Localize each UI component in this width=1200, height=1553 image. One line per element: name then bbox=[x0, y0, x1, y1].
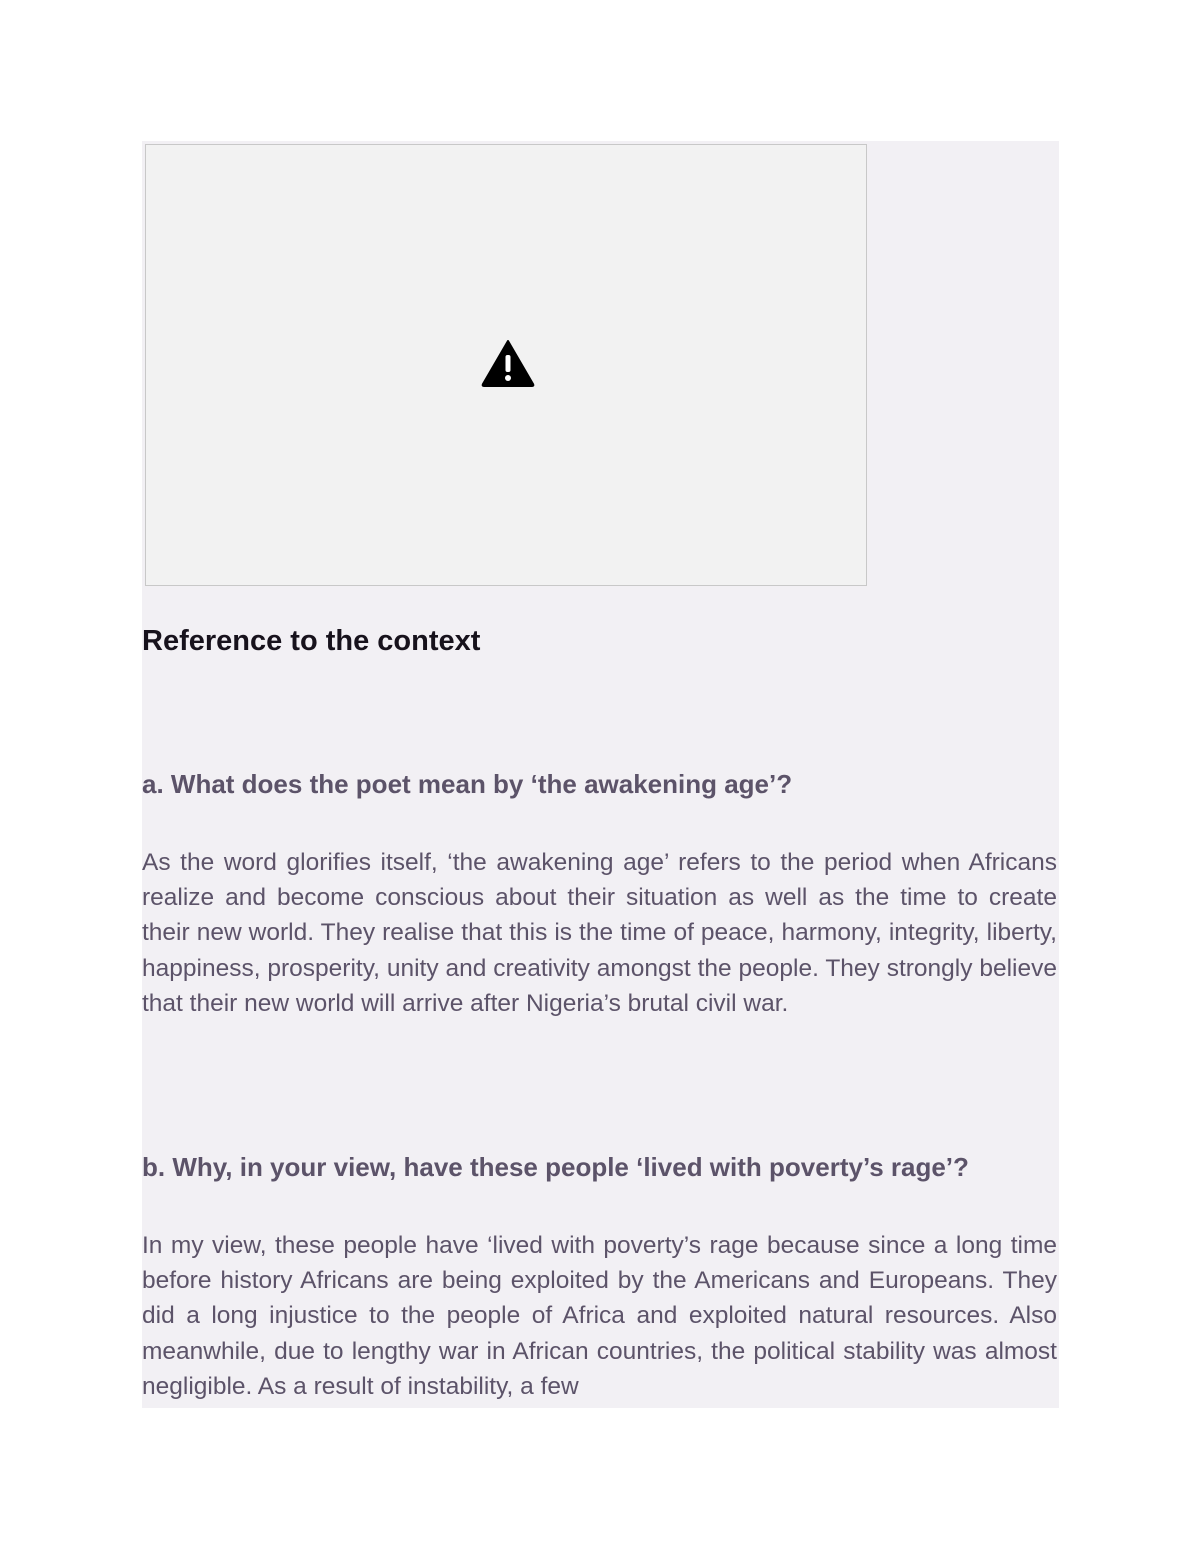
content-block bbox=[142, 141, 1059, 1408]
question-a: a. What does the poet mean by ‘the awakening age’? bbox=[142, 769, 793, 799]
warning-icon bbox=[480, 338, 536, 388]
answer-a: As the word glorifies itself, ‘the awakening age’ refers to the period when Africans realize and become conscious about their situation as well as the time to create their new world. They realise that this is the time of peace, harmony, integrity, liberty, happiness, prosperity, unity and creativity amongst the people. They strongly believe that their new world will arrive after Nigeria’s brutal civil war. bbox=[142, 849, 1057, 1017]
broken-image-placeholder bbox=[145, 144, 867, 586]
answer-b: In my view, these people have ‘lived with poverty’s rage because since a long time before history Africans are being exploited by the Americans and Europeans. They did a long injustice to the people of Africa and exploited natural resources. Also meanwhile, due to lengthy war in African countries, the political stability was almost negligible. As a result of instability, a few bbox=[142, 1232, 1057, 1400]
question-b: b. Why, in your view, have these people ‘lived with poverty’s rage’? bbox=[142, 1152, 969, 1182]
section-title: Reference to the context bbox=[142, 625, 481, 657]
